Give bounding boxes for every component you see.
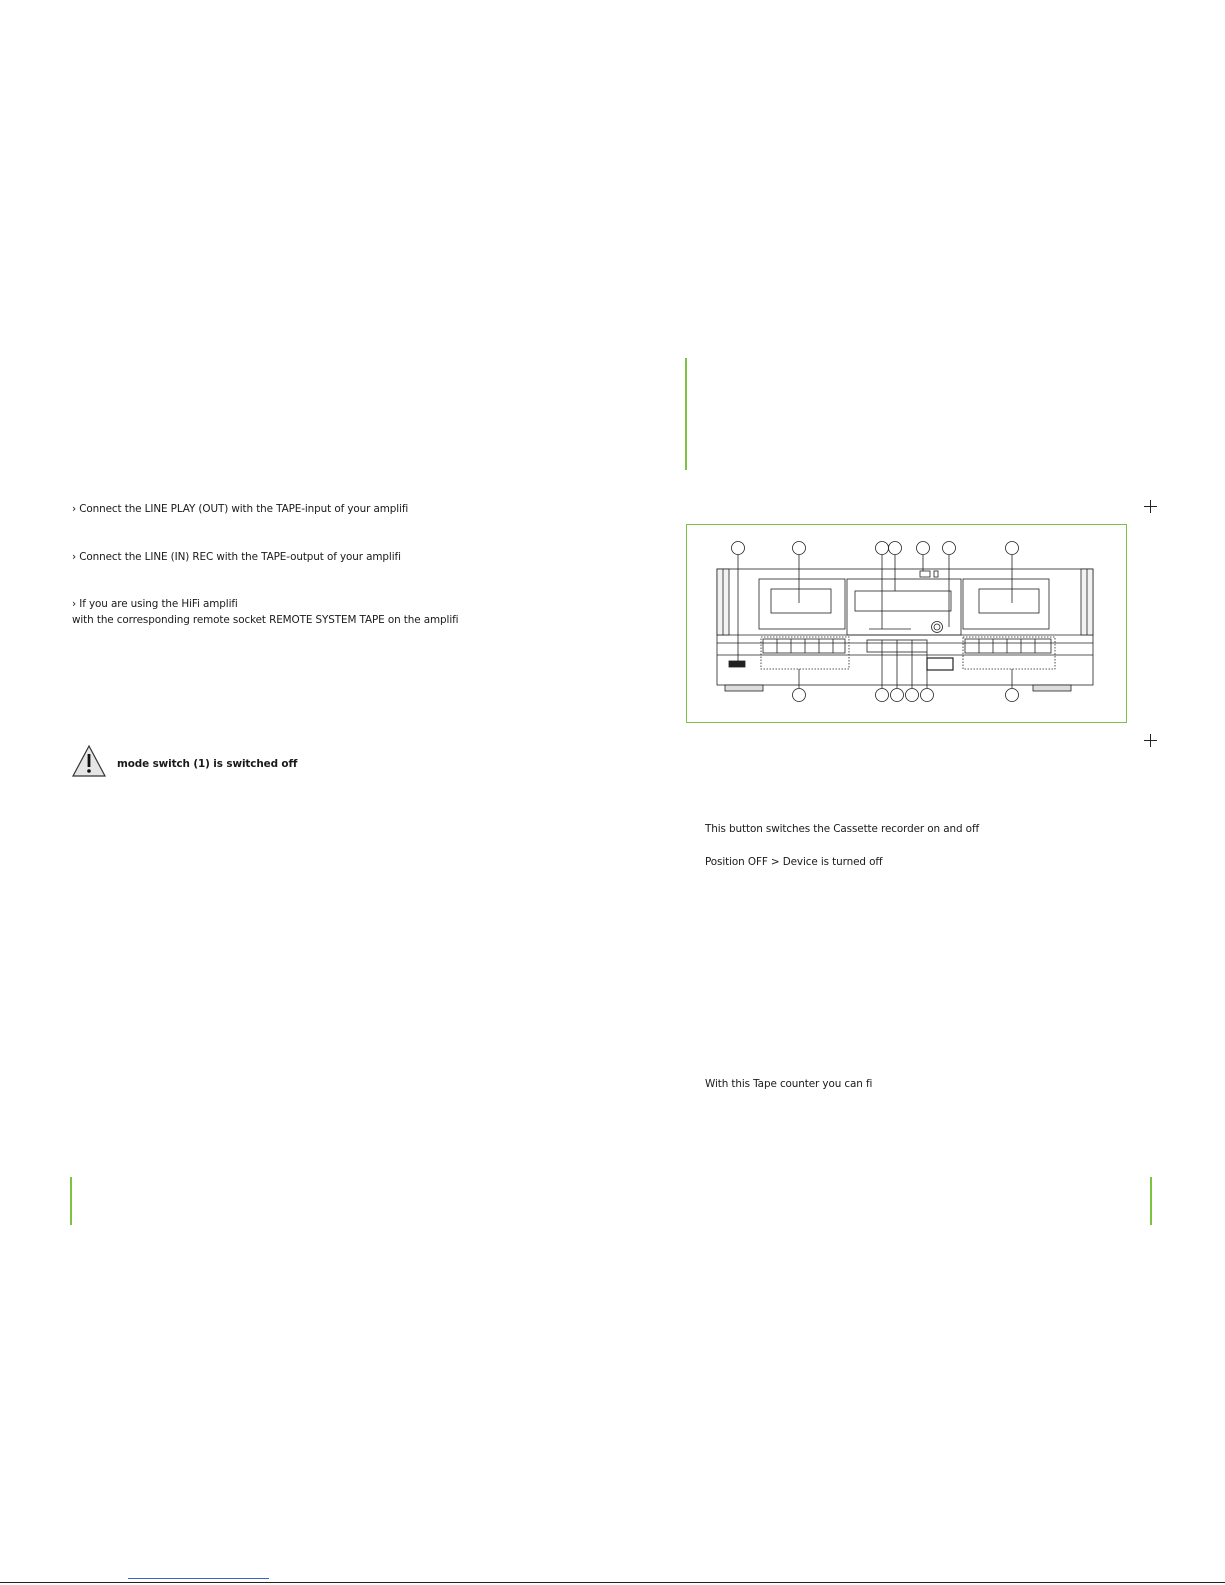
accent-bar-bottom-left xyxy=(70,1177,72,1225)
crop-mark-bottom-right xyxy=(1144,734,1157,747)
leader-lines-top xyxy=(738,555,1012,663)
cassette-deck-diagram xyxy=(687,525,1125,721)
remote-socket-text: with the corresponding remote socket REMOTE SYSTEM TAPE on the amplifi xyxy=(72,614,459,626)
callouts-top xyxy=(732,542,1019,555)
accent-bar-top-right xyxy=(685,358,687,470)
bottom-link-underline xyxy=(128,1578,269,1579)
connect-line-in-text: › Connect the LINE (IN) REC with the TAPE-output of your amplifi xyxy=(72,551,401,563)
tape-counter-text: With this Tape counter you can fi xyxy=(705,1078,873,1090)
accent-bar-bottom-right xyxy=(1150,1177,1152,1225)
connect-line-play-text: › Connect the LINE PLAY (OUT) with the TAPE-input of your amplifi xyxy=(72,503,409,515)
position-off-text: Position OFF > Device is turned off xyxy=(705,856,883,868)
figure-frame xyxy=(686,524,1127,723)
hifi-amplifier-text: › If you are using the HiFi amplifi xyxy=(72,598,238,610)
warning-text: mode switch (1) is switched off xyxy=(117,758,298,770)
callouts-bottom xyxy=(793,689,1019,702)
power-button-description: This button switches the Cassette recorder on and off xyxy=(705,823,980,835)
warning-triangle-icon xyxy=(71,744,107,778)
leader-lines-bottom xyxy=(799,652,1012,688)
warning-block xyxy=(71,744,107,782)
crop-mark-top-right xyxy=(1144,500,1157,513)
deck-body xyxy=(717,569,1093,691)
bottom-rule xyxy=(0,1582,1225,1583)
